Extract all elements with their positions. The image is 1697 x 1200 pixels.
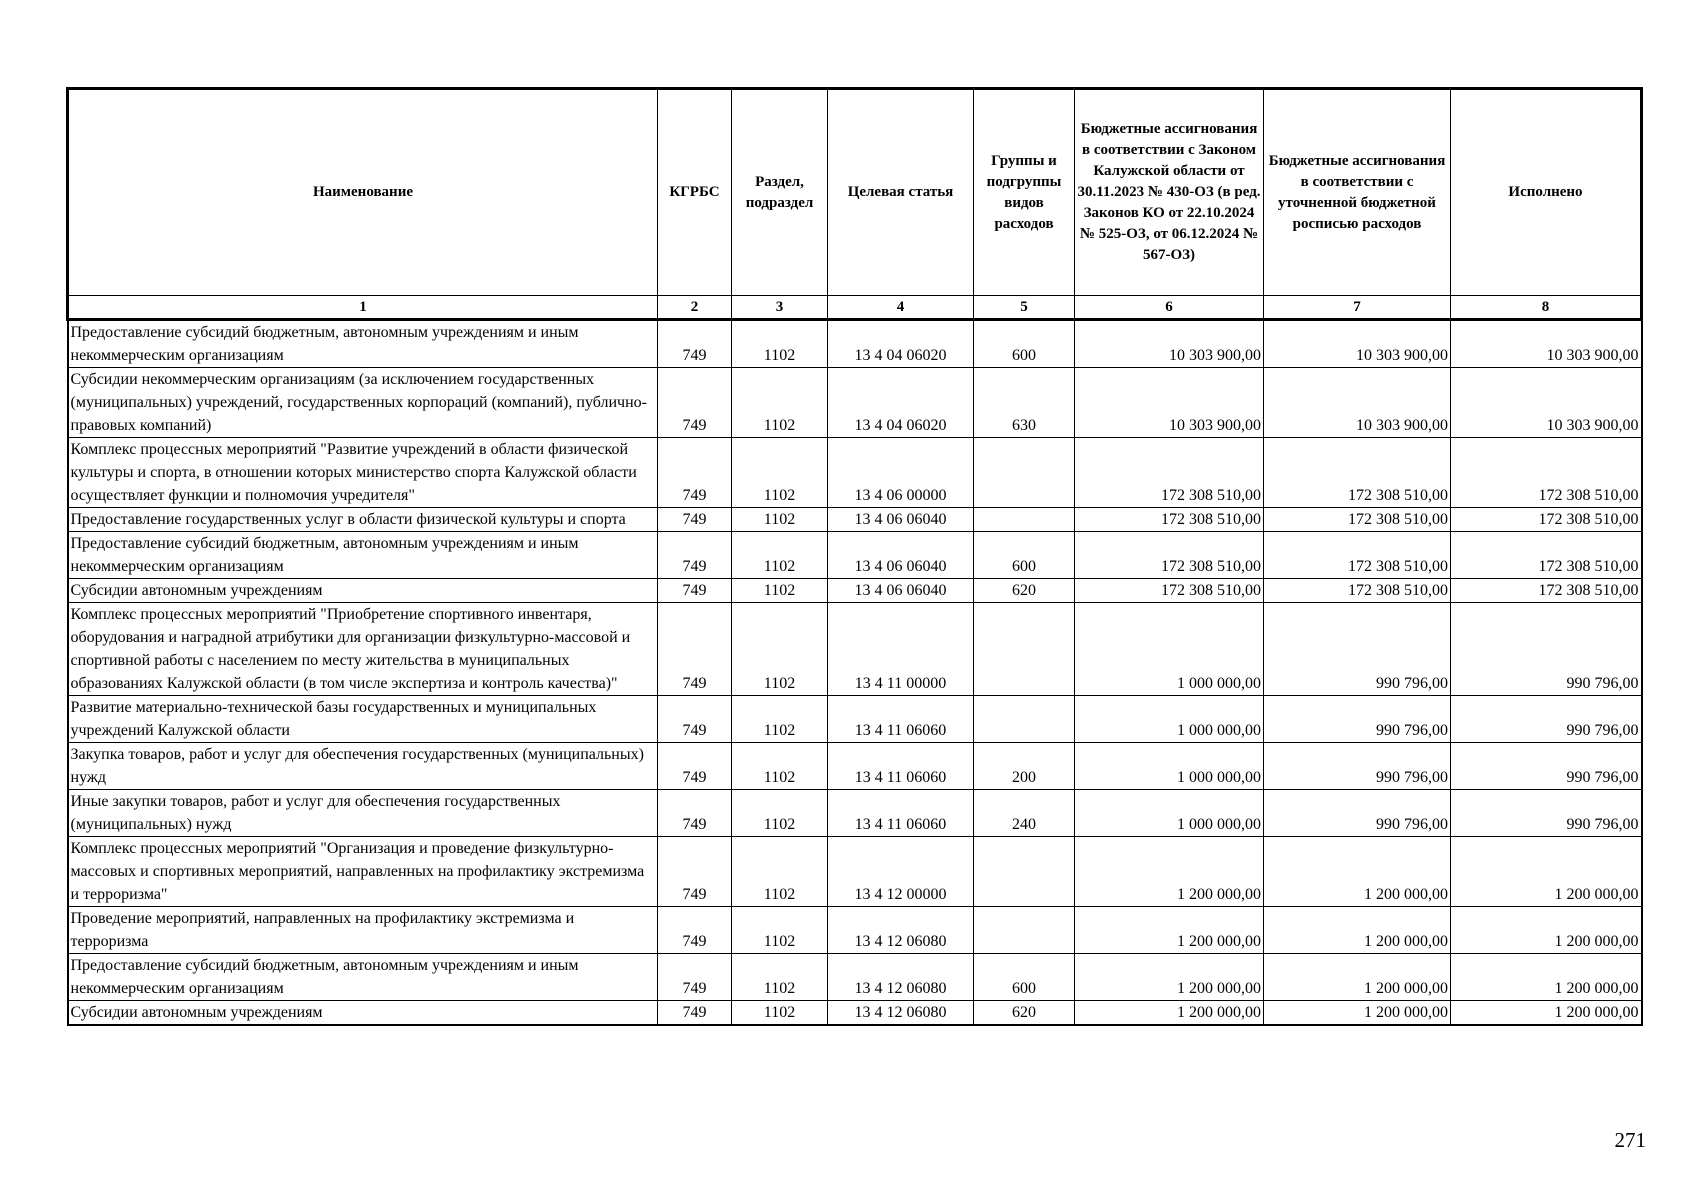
cell-article: 13 4 06 06040 [828, 579, 974, 603]
cell-group [974, 907, 1075, 954]
cell-article: 13 4 06 06040 [828, 532, 974, 579]
cell-section: 1102 [732, 743, 828, 790]
column-number: 7 [1264, 296, 1451, 320]
cell-kgrbs: 749 [658, 320, 732, 368]
cell-name: Предоставление государственных услуг в области физической культуры и спорта [68, 508, 658, 532]
cell-name: Закупка товаров, работ и услуг для обеспечения государственных (муниципальных) нужд [68, 743, 658, 790]
cell-group: 600 [974, 320, 1075, 368]
table-row [68, 907, 1642, 954]
cell-law-amount: 172 308 510,00 [1075, 532, 1264, 579]
cell-section: 1102 [732, 579, 828, 603]
cell-kgrbs: 749 [658, 790, 732, 837]
table-row [68, 438, 1642, 508]
cell-kgrbs: 749 [658, 368, 732, 438]
cell-done-amount: 990 796,00 [1451, 696, 1642, 743]
cell-name: Предоставление субсидий бюджетным, автономным учреждениям и иным некоммерческим организациям [68, 954, 658, 1001]
column-number: 1 [68, 296, 658, 320]
cell-kgrbs: 749 [658, 837, 732, 907]
cell-article: 13 4 12 06080 [828, 907, 974, 954]
cell-roster-amount: 10 303 900,00 [1264, 320, 1451, 368]
cell-group: 620 [974, 1001, 1075, 1026]
column-number: 4 [828, 296, 974, 320]
cell-article: 13 4 11 00000 [828, 603, 974, 696]
cell-group [974, 438, 1075, 508]
cell-article: 13 4 12 06080 [828, 954, 974, 1001]
cell-law-amount: 172 308 510,00 [1075, 438, 1264, 508]
cell-kgrbs: 749 [658, 743, 732, 790]
table-row [68, 508, 1642, 532]
cell-name: Иные закупки товаров, работ и услуг для обеспечения государственных (муниципальных) нужд [68, 790, 658, 837]
cell-group: 600 [974, 532, 1075, 579]
cell-done-amount: 10 303 900,00 [1451, 368, 1642, 438]
header-article: Целевая статья [828, 89, 974, 296]
cell-done-amount: 172 308 510,00 [1451, 532, 1642, 579]
cell-done-amount: 990 796,00 [1451, 790, 1642, 837]
cell-group: 630 [974, 368, 1075, 438]
cell-section: 1102 [732, 438, 828, 508]
table-body [68, 320, 1642, 1026]
cell-roster-amount: 1 200 000,00 [1264, 954, 1451, 1001]
cell-kgrbs: 749 [658, 603, 732, 696]
cell-section: 1102 [732, 790, 828, 837]
header-done: Исполнено [1451, 89, 1642, 296]
cell-roster-amount: 172 308 510,00 [1264, 438, 1451, 508]
cell-section: 1102 [732, 508, 828, 532]
cell-law-amount: 172 308 510,00 [1075, 579, 1264, 603]
cell-kgrbs: 749 [658, 438, 732, 508]
table-row [68, 603, 1642, 696]
table-row [68, 532, 1642, 579]
cell-section: 1102 [732, 320, 828, 368]
cell-roster-amount: 990 796,00 [1264, 603, 1451, 696]
cell-roster-amount: 1 200 000,00 [1264, 907, 1451, 954]
cell-section: 1102 [732, 603, 828, 696]
cell-group: 200 [974, 743, 1075, 790]
table-row [68, 790, 1642, 837]
cell-law-amount: 10 303 900,00 [1075, 368, 1264, 438]
cell-name: Субсидии автономным учреждениям [68, 579, 658, 603]
header-row [68, 89, 1642, 296]
column-number: 6 [1075, 296, 1264, 320]
cell-article: 13 4 11 06060 [828, 743, 974, 790]
cell-article: 13 4 12 00000 [828, 837, 974, 907]
cell-roster-amount: 1 200 000,00 [1264, 1001, 1451, 1026]
cell-article: 13 4 06 00000 [828, 438, 974, 508]
cell-law-amount: 1 200 000,00 [1075, 907, 1264, 954]
table-row [68, 368, 1642, 438]
cell-done-amount: 1 200 000,00 [1451, 907, 1642, 954]
cell-roster-amount: 172 308 510,00 [1264, 508, 1451, 532]
cell-group: 240 [974, 790, 1075, 837]
cell-section: 1102 [732, 907, 828, 954]
cell-name: Предоставление субсидий бюджетным, автономным учреждениям и иным некоммерческим организациям [68, 532, 658, 579]
cell-section: 1102 [732, 837, 828, 907]
cell-section: 1102 [732, 954, 828, 1001]
cell-done-amount: 990 796,00 [1451, 603, 1642, 696]
cell-group: 600 [974, 954, 1075, 1001]
cell-name: Предоставление субсидий бюджетным, автономным учреждениям и иным некоммерческим организациям [68, 320, 658, 368]
cell-name: Комплекс процессных мероприятий "Организация и проведение физкультурно-массовых и спортивных мероприятий, направленных на профилактику экстремизма и терроризма" [68, 837, 658, 907]
cell-roster-amount: 1 200 000,00 [1264, 837, 1451, 907]
cell-done-amount: 990 796,00 [1451, 743, 1642, 790]
cell-law-amount: 172 308 510,00 [1075, 508, 1264, 532]
cell-done-amount: 1 200 000,00 [1451, 837, 1642, 907]
cell-roster-amount: 990 796,00 [1264, 696, 1451, 743]
table-row [68, 837, 1642, 907]
cell-roster-amount: 990 796,00 [1264, 790, 1451, 837]
table-row [68, 954, 1642, 1001]
cell-group [974, 603, 1075, 696]
cell-done-amount: 1 200 000,00 [1451, 1001, 1642, 1026]
cell-kgrbs: 749 [658, 1001, 732, 1026]
column-number: 8 [1451, 296, 1642, 320]
column-number: 3 [732, 296, 828, 320]
cell-name: Субсидии некоммерческим организациям (за исключением государственных (муниципальных) учреждений, государственных корпораций (компаний), публично-правовых компаний) [68, 368, 658, 438]
cell-kgrbs: 749 [658, 579, 732, 603]
cell-law-amount: 1 000 000,00 [1075, 790, 1264, 837]
cell-article: 13 4 04 06020 [828, 368, 974, 438]
table-row [68, 320, 1642, 368]
column-number: 2 [658, 296, 732, 320]
cell-law-amount: 1 000 000,00 [1075, 696, 1264, 743]
cell-name: Комплекс процессных мероприятий "Развитие учреждений в области физической культуры и спорта, в отношении которых министерство спорта Калужской области осуществляет функции и полномочия учредителя" [68, 438, 658, 508]
cell-law-amount: 1 200 000,00 [1075, 1001, 1264, 1026]
cell-roster-amount: 990 796,00 [1264, 743, 1451, 790]
cell-done-amount: 172 308 510,00 [1451, 508, 1642, 532]
cell-name: Проведение мероприятий, направленных на профилактику экстремизма и терроризма [68, 907, 658, 954]
table-row [68, 579, 1642, 603]
header-name: Наименование [68, 89, 658, 296]
cell-kgrbs: 749 [658, 907, 732, 954]
table-row [68, 743, 1642, 790]
cell-done-amount: 1 200 000,00 [1451, 954, 1642, 1001]
budget-table [66, 87, 1643, 1026]
cell-section: 1102 [732, 532, 828, 579]
cell-article: 13 4 06 06040 [828, 508, 974, 532]
cell-law-amount: 1 000 000,00 [1075, 603, 1264, 696]
cell-section: 1102 [732, 1001, 828, 1026]
cell-article: 13 4 11 06060 [828, 790, 974, 837]
cell-done-amount: 172 308 510,00 [1451, 579, 1642, 603]
column-number-row [68, 296, 1642, 320]
cell-name: Субсидии автономным учреждениям [68, 1001, 658, 1026]
table-row [68, 696, 1642, 743]
table-row [68, 1001, 1642, 1026]
cell-section: 1102 [732, 368, 828, 438]
cell-article: 13 4 12 06080 [828, 1001, 974, 1026]
cell-kgrbs: 749 [658, 508, 732, 532]
cell-done-amount: 172 308 510,00 [1451, 438, 1642, 508]
cell-roster-amount: 10 303 900,00 [1264, 368, 1451, 438]
cell-law-amount: 1 000 000,00 [1075, 743, 1264, 790]
cell-kgrbs: 749 [658, 954, 732, 1001]
column-number: 5 [974, 296, 1075, 320]
header-roster: Бюджетные ассигнования в соответствии с уточненной бюджетной росписью расходов [1264, 89, 1451, 296]
cell-law-amount: 1 200 000,00 [1075, 837, 1264, 907]
cell-group [974, 837, 1075, 907]
header-group: Группы и подгруппы видов расходов [974, 89, 1075, 296]
header-law: Бюджетные ассигнования в соответствии с Законом Калужской области от 30.11.2023 № 430-ОЗ (в ред. Законов КО от 22.10.2024 № 525-ОЗ, от 06.12.2024 № 567-ОЗ) [1075, 89, 1264, 296]
cell-group [974, 508, 1075, 532]
cell-name: Развитие материально-технической базы государственных и муниципальных учреждений Калужской области [68, 696, 658, 743]
cell-roster-amount: 172 308 510,00 [1264, 579, 1451, 603]
cell-law-amount: 1 200 000,00 [1075, 954, 1264, 1001]
cell-article: 13 4 04 06020 [828, 320, 974, 368]
cell-name: Комплекс процессных мероприятий "Приобретение спортивного инвентаря, оборудования и наградной атрибутики для организации физкультурно-массовой и спортивной работы с населением по месту жительства в муниципальных образованиях Калужской области (в том числе экспертиза и контроль качества)" [68, 603, 658, 696]
cell-article: 13 4 11 06060 [828, 696, 974, 743]
cell-section: 1102 [732, 696, 828, 743]
cell-kgrbs: 749 [658, 696, 732, 743]
cell-done-amount: 10 303 900,00 [1451, 320, 1642, 368]
page-number: 271 [1614, 1128, 1646, 1152]
cell-kgrbs: 749 [658, 532, 732, 579]
header-section: Раздел, подраздел [732, 89, 828, 296]
cell-group [974, 696, 1075, 743]
cell-law-amount: 10 303 900,00 [1075, 320, 1264, 368]
cell-roster-amount: 172 308 510,00 [1264, 532, 1451, 579]
cell-group: 620 [974, 579, 1075, 603]
header-kgrbs: КГРБС [658, 89, 732, 296]
